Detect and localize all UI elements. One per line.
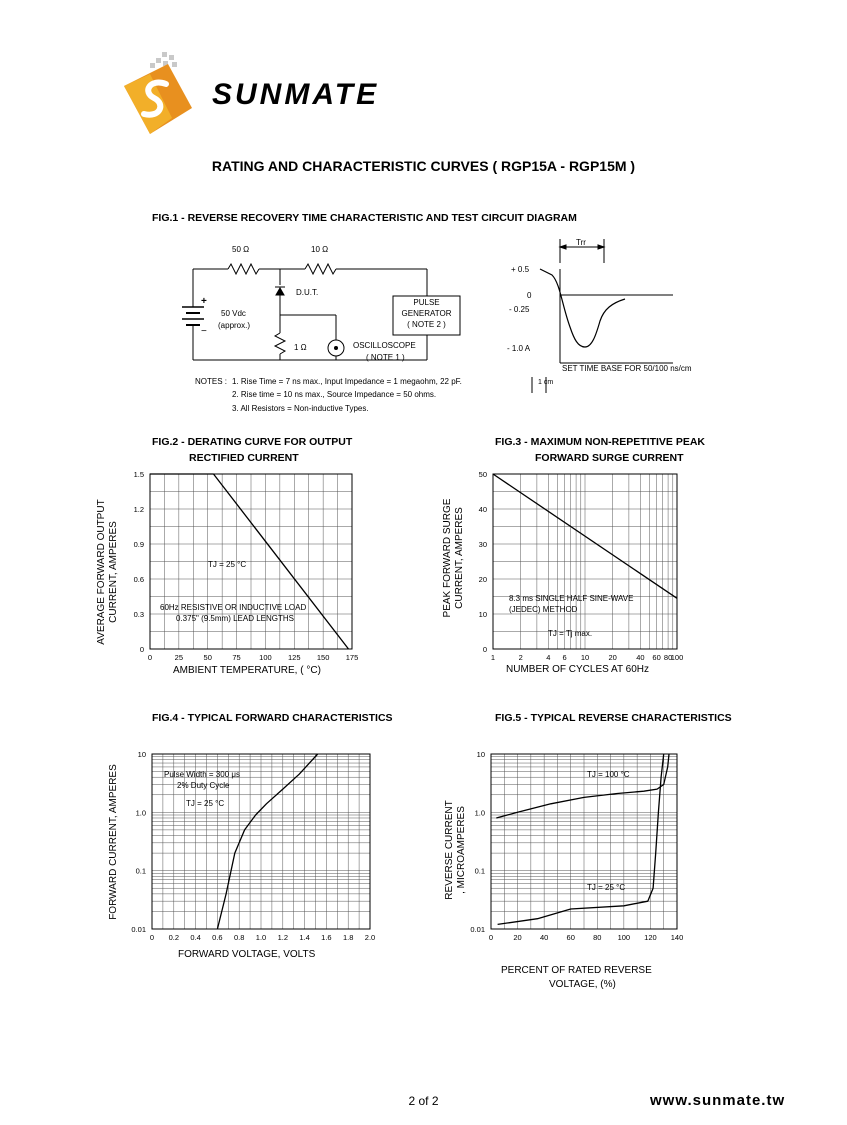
fig4-y-tick-label: 10 — [137, 750, 146, 759]
r2-label: 10 Ω — [311, 245, 329, 254]
fig4-series-line — [217, 754, 317, 929]
fig5-ylabel-line2: , MICROAMPERES — [456, 806, 467, 894]
fig5-series-line — [498, 754, 664, 924]
fig4-ylabel: FORWARD CURRENT, AMPERES — [108, 764, 119, 920]
fig3-y-tick-label: 20 — [478, 575, 487, 584]
wave-label-m025: - 0.25 — [509, 305, 530, 314]
fig4-x-tick-label: 0 — [149, 933, 155, 942]
fig3-x-tick-label: 40 — [636, 653, 645, 662]
fig5-xlabel-line2: VOLTAGE, (%) — [549, 979, 616, 990]
fig3-x-tick-label: 10 — [580, 653, 590, 662]
fig3-x-tick-label: 2 — [518, 653, 523, 662]
fig4-xlabel: FORWARD VOLTAGE, VOLTS — [178, 949, 316, 960]
fig3-x-tick-label: 100 — [670, 653, 684, 662]
source-label-line2: (approx.) — [218, 321, 251, 330]
trr-label: Trr — [576, 238, 586, 247]
fig4-x-tick-label: 1.6 — [321, 933, 332, 942]
fig3-y-tick-label: 10 — [478, 610, 487, 619]
wave-label-m10: - 1.0 A — [507, 344, 531, 353]
fig1-title: FIG.1 - REVERSE RECOVERY TIME CHARACTERISTIC AND TEST CIRCUIT DIAGRAM — [152, 212, 577, 224]
fig3-xlabel: NUMBER OF CYCLES AT 60Hz — [506, 664, 649, 675]
fig4-y-tick-label: 0.01 — [131, 925, 146, 934]
fig3-x-tick-label: 60 — [652, 653, 661, 662]
fig3-x-tick-label: 1 — [490, 653, 496, 662]
pulse-label-line1: PULSE — [413, 298, 440, 307]
fig4-x-tick-label: 0.6 — [212, 933, 223, 942]
fig2-y-tick-label: 0.3 — [133, 610, 144, 619]
fig4-title: FIG.4 - TYPICAL FORWARD CHARACTERISTICS — [152, 712, 393, 724]
fig5-grid — [491, 754, 677, 929]
fig2-annotation-load-line1: 60Hz RESISTIVE OR INDUCTIVE LOAD — [160, 603, 307, 612]
fig5-x-tick-label: 100 — [617, 933, 631, 942]
fig3-x-tick-label: 20 — [608, 653, 617, 662]
fig3-ylabel-line2: CURRENT, AMPERES — [454, 507, 465, 609]
fig5-annotation-100: TJ = 100 °C — [587, 770, 630, 779]
fig4-annotation-tj: TJ = 25 °C — [186, 799, 225, 808]
fig5-x-tick-label: 0 — [488, 933, 494, 942]
fig2-x-tick-label: 50 — [203, 653, 212, 662]
fig5-x-tick-label: 40 — [539, 933, 549, 942]
note-2: 2. Rise time = 10 ns max., Source Impedance = 50 ohms. — [232, 390, 437, 399]
pulse-label-line2: GENERATOR — [401, 309, 452, 318]
fig2-x-tick-label: 0 — [147, 653, 153, 662]
fig2-ylabel-line1: AVERAGE FORWARD OUTPUT — [96, 499, 107, 645]
fig3-y-tick-label: 40 — [478, 505, 487, 514]
fig5-y-tick-label: 1.0 — [474, 808, 485, 818]
page-title: RATING AND CHARACTERISTIC CURVES ( RGP15A - RGP15M ) — [211, 158, 636, 174]
battery-minus-label: − — [201, 326, 207, 337]
one-cm-label: 1 cm — [538, 379, 554, 386]
fig2-y-tick-label: 0.9 — [133, 540, 144, 549]
diode-symbol — [276, 288, 284, 295]
fig2-ylabel — [96, 482, 120, 662]
fig3-title-line2: FORWARD SURGE CURRENT — [535, 452, 684, 464]
fig3-ylabel — [442, 468, 466, 648]
notes-label: NOTES : — [195, 377, 228, 386]
fig3-x-tick-label: 6 — [562, 653, 567, 662]
fig4-x-tick-label: 0.2 — [168, 933, 180, 942]
battery-plus-label: + — [201, 296, 207, 307]
fig4-x-tick-label: 0.8 — [233, 933, 245, 942]
fig2-xlabel: AMBIENT TEMPERATURE, ( °C) — [173, 665, 321, 676]
fig4-x-tick-label: 1.8 — [342, 933, 354, 942]
timebase-label: SET TIME BASE FOR 50/100 ns/cm — [562, 364, 692, 373]
fig5-ylabel-line1: REVERSE CURRENT — [444, 800, 455, 900]
fig5-y-tick-label: 0.1 — [474, 866, 485, 876]
fig2-y-tick-label: 1.5 — [133, 470, 144, 479]
fig3-annotation-line2: (JEDEC) METHOD — [509, 605, 578, 614]
fig5-chart — [465, 746, 695, 946]
fig2-x-tick-label: 125 — [288, 653, 301, 662]
footer-url[interactable]: www.sunmate.tw — [650, 1092, 786, 1109]
fig5-y-tick-label: 0.01 — [470, 925, 485, 934]
fig5-x-tick-label: 20 — [513, 933, 522, 942]
fig3-y-tick-label: 30 — [478, 540, 487, 549]
fig5-x-tick-label: 60 — [566, 933, 575, 942]
fig2-annotation-tj: TJ = 25 °C — [208, 560, 247, 569]
fig4-annotation-line2: 2% Duty Cycle — [177, 781, 230, 790]
wave-label-0: 0 — [527, 291, 532, 300]
r1-label: 50 Ω — [232, 245, 250, 254]
r1-resistor — [228, 264, 259, 274]
note-3: 3. All Resistors = Non-inductive Types. — [232, 404, 369, 413]
fig3-annotation-line1: 8.3 ms SINGLE HALF SINE-WAVE — [509, 594, 634, 603]
logo-mark-icon — [122, 52, 197, 142]
fig5-series-line — [496, 754, 669, 818]
fig4-chart — [120, 746, 380, 946]
fig5-annotation-25: TJ = 25 °C — [587, 883, 626, 892]
fig5-x-tick-label: 120 — [644, 933, 657, 942]
fig2-x-tick-label: 175 — [345, 653, 359, 662]
fig4-annotation-line1: Pulse Width = 300 μs — [164, 770, 240, 779]
dut-label: D.U.T. — [296, 288, 319, 297]
fig4-x-tick-label: 1.2 — [277, 933, 289, 942]
fig2-annotation-load-line2: 0.375" (9.5mm) LEAD LENGTHS — [176, 614, 294, 623]
fig4-x-tick-label: 2.0 — [364, 933, 376, 942]
pulse-label-line3: ( NOTE 2 ) — [407, 320, 446, 329]
r3-resistor — [275, 333, 285, 354]
fig5-x-tick-label: 140 — [670, 933, 684, 942]
osc-label-line1: OSCILLOSCOPE — [353, 341, 416, 350]
fig4-x-tick-label: 0.4 — [190, 933, 201, 942]
fig2-y-tick-label: 0 — [139, 645, 144, 654]
fig3-ylabel-line1: PEAK FORWARD SURGE — [442, 498, 453, 618]
brand-name: SUNMATE — [212, 78, 380, 111]
fig3-x-tick-label: 80 — [663, 653, 673, 662]
osc-label-line2: ( NOTE 1 ) — [366, 353, 405, 362]
fig2-ylabel-line2: CURRENT, AMPERES — [108, 521, 119, 623]
fig5-xlabel-line1: PERCENT OF RATED REVERSE — [501, 965, 652, 976]
fig3-annotation-tj: TJ = Tj max. — [548, 629, 593, 638]
fig2-x-tick-label: 100 — [259, 653, 272, 662]
fig2-y-tick-label: 0.6 — [133, 575, 144, 584]
wave-label-p05: + 0.5 — [511, 265, 530, 274]
r3-label: 1 Ω — [294, 343, 307, 352]
fig2-y-tick-label: 1.2 — [133, 505, 144, 514]
fig4-x-tick-label: 1.4 — [299, 933, 310, 942]
fig2-x-tick-label: 25 — [174, 653, 184, 662]
fig4-y-tick-label: 0.1 — [135, 866, 146, 876]
fig2-title-line1: FIG.2 - DERATING CURVE FOR OUTPUT — [152, 436, 353, 448]
fig3-title-line1: FIG.3 - MAXIMUM NON-REPETITIVE PEAK — [495, 436, 706, 448]
fig3-grid — [493, 474, 677, 649]
brand-logo — [122, 52, 392, 142]
fig3-y-tick-label: 50 — [478, 470, 487, 479]
fig2-x-tick-label: 75 — [232, 653, 241, 662]
recovery-waveform — [540, 269, 625, 347]
fig4-y-tick-label: 1.0 — [135, 808, 146, 818]
note-1: 1. Rise Time = 7 ns max., Input Impedance = 1 megaohm, 22 pF. — [232, 377, 462, 386]
page-number: 2 of 2 — [408, 1094, 439, 1108]
fig3-x-tick-label: 4 — [546, 653, 551, 662]
source-label-line1: 50 Vdc — [221, 309, 246, 318]
r2-resistor — [305, 264, 336, 274]
fig3-y-tick-label: 0 — [482, 645, 487, 654]
fig5-y-tick-label: 10 — [476, 750, 485, 759]
fig5-x-tick-label: 80 — [593, 933, 602, 942]
fig5-title: FIG.5 - TYPICAL REVERSE CHARACTERISTICS — [495, 712, 732, 724]
fig2-x-tick-label: 150 — [316, 653, 330, 662]
fig4-x-tick-label: 1.0 — [255, 933, 267, 942]
fig2-title-line2: RECTIFIED CURRENT — [189, 452, 299, 464]
